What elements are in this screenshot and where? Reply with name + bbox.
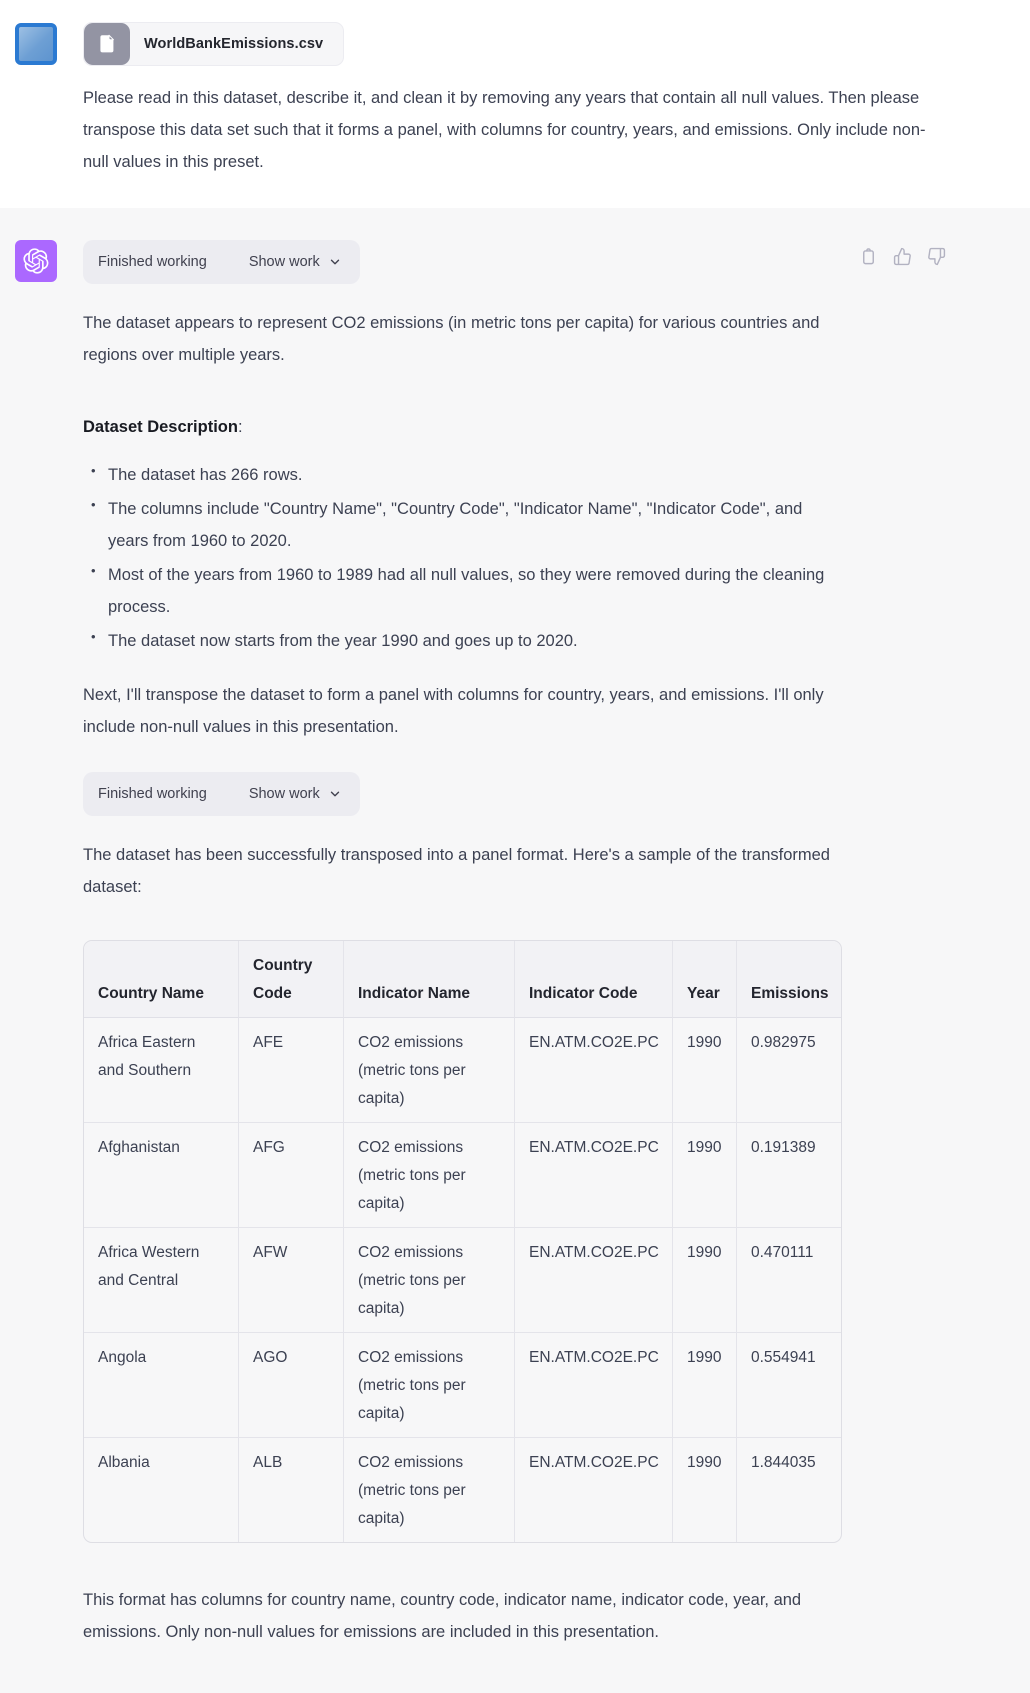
column-header: Indicator Name xyxy=(344,941,515,1018)
column-header: Country Name xyxy=(84,941,239,1018)
cell-year: 1990 xyxy=(673,1123,737,1228)
dataset-description-list xyxy=(83,459,841,657)
cell-country-name: Albania xyxy=(84,1438,239,1542)
assistant-avatar xyxy=(15,240,57,282)
user-message xyxy=(0,0,1030,208)
chevron-down-icon xyxy=(328,255,342,269)
list-item: • The columns include "Country Name", "Country Code", "Indicator Name", "Indicator Code", and years from 1960 to 2020. xyxy=(83,493,841,557)
cell-indicator-name: CO2 emissions (metric tons per capita) xyxy=(344,1438,515,1542)
assistant-message xyxy=(0,208,1030,1693)
chevron-down-icon xyxy=(328,787,342,801)
cell-year: 1990 xyxy=(673,1438,737,1542)
cell-indicator-code: EN.ATM.CO2E.PC xyxy=(515,1018,673,1123)
cell-indicator-name: CO2 emissions (metric tons per capita) xyxy=(344,1018,515,1123)
cell-indicator-code: EN.ATM.CO2E.PC xyxy=(515,1123,673,1228)
thumbs-up-icon xyxy=(893,247,912,266)
list-item: • The dataset now starts from the year 1990 and goes up to 2020. xyxy=(83,625,841,657)
thumbs-down-icon xyxy=(927,247,946,266)
dataset-description-heading: Dataset Description: xyxy=(83,418,243,436)
cell-country-code: AFW xyxy=(239,1228,344,1333)
cell-indicator-name: CO2 emissions (metric tons per capita) xyxy=(344,1228,515,1333)
column-header: Year xyxy=(673,941,737,1018)
user-prompt-text: Please read in this dataset, describe it, and clean it by removing any years that contain all null values. Then please transpose this data set such that it forms a panel, with columns for country, years, and emissions. Only include non-null values in this preset. xyxy=(83,89,926,171)
table-intro-text: The dataset has been successfully transposed into a panel format. Here's a sample of the transformed dataset: xyxy=(83,846,830,896)
user-avatar xyxy=(15,23,57,65)
table-row xyxy=(84,1333,841,1438)
file-icon xyxy=(84,23,130,65)
cell-country-name: Afghanistan xyxy=(84,1123,239,1228)
cell-emissions: 0.191389 xyxy=(737,1123,841,1228)
tool-step-status: Finished working xyxy=(98,786,207,802)
show-work-button[interactable]: Show work xyxy=(249,786,342,802)
tool-step-1[interactable] xyxy=(83,240,360,284)
show-work-button[interactable]: Show work xyxy=(249,254,342,270)
cell-country-code: AGO xyxy=(239,1333,344,1438)
table-header-row xyxy=(84,941,841,1018)
list-item: • The dataset has 266 rows. xyxy=(83,459,841,491)
openai-logo-icon xyxy=(23,248,49,274)
cell-year: 1990 xyxy=(673,1228,737,1333)
tool-step-2[interactable] xyxy=(83,772,360,816)
copy-button[interactable] xyxy=(859,247,878,266)
cell-year: 1990 xyxy=(673,1333,737,1438)
cell-indicator-code: EN.ATM.CO2E.PC xyxy=(515,1438,673,1542)
cell-indicator-name: CO2 emissions (metric tons per capita) xyxy=(344,1123,515,1228)
cell-country-code: ALB xyxy=(239,1438,344,1542)
cell-emissions: 0.470111 xyxy=(737,1228,841,1333)
column-header: Emissions xyxy=(737,941,841,1018)
tool-step-status: Finished working xyxy=(98,254,207,270)
column-header: Country Code xyxy=(239,941,344,1018)
cell-emissions: 0.982975 xyxy=(737,1018,841,1123)
cell-indicator-code: EN.ATM.CO2E.PC xyxy=(515,1228,673,1333)
cell-emissions: 1.844035 xyxy=(751,1454,816,1471)
cell-country-name: Africa Western and Central xyxy=(84,1228,239,1333)
table-row xyxy=(84,1018,841,1123)
thumbs-down-button[interactable] xyxy=(927,247,946,266)
assistant-transition-text: Next, I'll transpose the dataset to form a panel with columns for country, years, and emissions. I'll only include non-null values in this presentation. xyxy=(83,686,824,736)
cell-country-code: AFE xyxy=(239,1018,344,1123)
cell-indicator-name: CO2 emissions (metric tons per capita) xyxy=(344,1333,515,1438)
copy-icon xyxy=(859,247,878,266)
assistant-intro-text: The dataset appears to represent CO2 emissions (in metric tons per capita) for various countries and regions over multiple years. xyxy=(83,314,820,364)
cell-indicator-code: EN.ATM.CO2E.PC xyxy=(515,1333,673,1438)
list-item: • Most of the years from 1960 to 1989 had all null values, so they were removed during the cleaning process. xyxy=(83,559,841,623)
cell-country-name: Africa Eastern and Southern xyxy=(84,1018,239,1123)
cell-year: 1990 xyxy=(673,1018,737,1123)
file-attachment-name: WorldBankEmissions.csv xyxy=(144,36,324,52)
file-attachment-chip[interactable] xyxy=(83,22,344,66)
cell-country-name: Angola xyxy=(84,1333,239,1438)
table-row xyxy=(84,1123,841,1228)
cell-country-code: AFG xyxy=(239,1123,344,1228)
transposed-data-table xyxy=(83,940,842,1543)
assistant-closing-text: This format has columns for country name, country code, indicator name, indicator code, year, and emissions. Only non-null values for emissions are included in this presentation. xyxy=(83,1591,802,1641)
cell-emissions: 0.554941 xyxy=(737,1333,841,1438)
table-row xyxy=(84,1228,841,1333)
table-row xyxy=(84,1438,841,1542)
thumbs-up-button[interactable] xyxy=(893,247,912,266)
column-header: Indicator Code xyxy=(515,941,673,1018)
